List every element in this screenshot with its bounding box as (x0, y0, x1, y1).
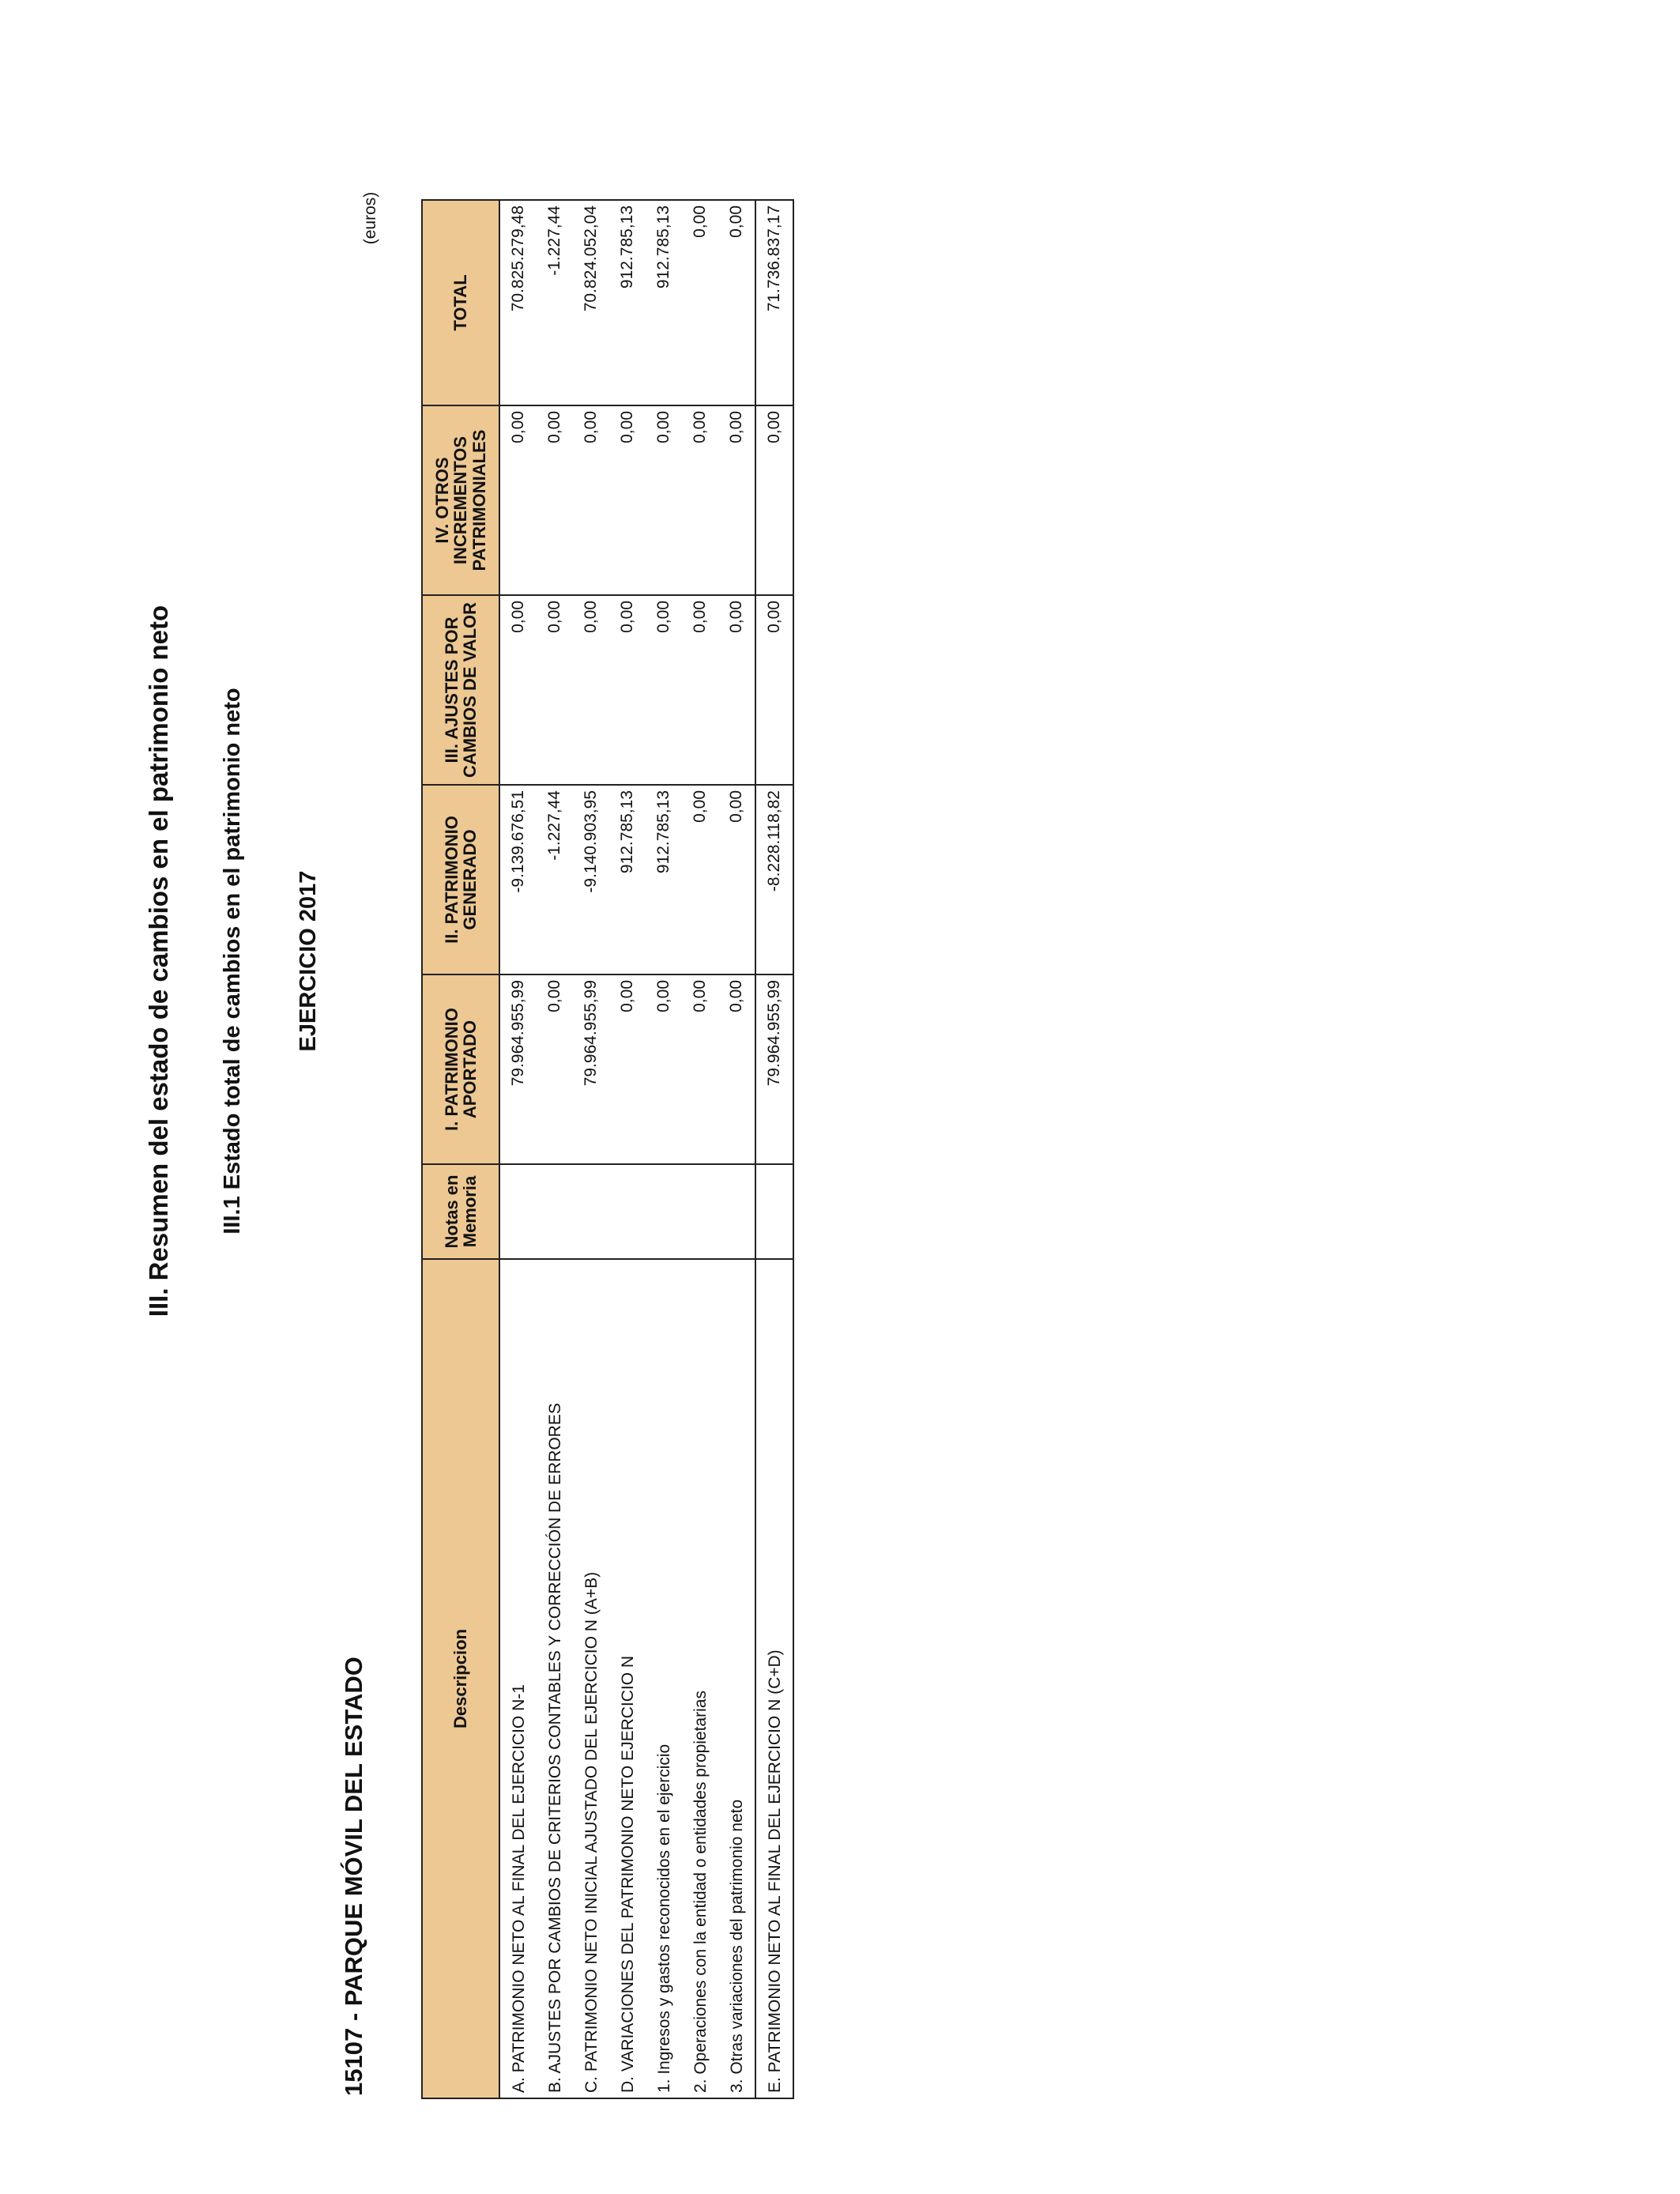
row-description: A. PATRIMONIO NETO AL FINAL DEL EJERCICIO N-1 (499, 1259, 537, 2098)
table-row (718, 200, 755, 2098)
row-otros: 0,00 (755, 405, 793, 595)
row-total: -1.227,44 (537, 200, 573, 405)
row-notes (537, 1164, 573, 1259)
row-notes (718, 1164, 755, 1259)
table-row-total (755, 200, 793, 2098)
row-ajustes: 0,00 (718, 595, 755, 785)
row-otros: 0,00 (718, 405, 755, 595)
row-otros: 0,00 (609, 405, 646, 595)
row-generado: -9.139.676,51 (499, 785, 537, 974)
row-ajustes: 0,00 (609, 595, 646, 785)
row-aportado: 0,00 (682, 974, 718, 1164)
exercise-year: EJERCICIO 2017 (296, 870, 321, 1052)
row-generado: 912.785,13 (646, 785, 682, 974)
row-otros: 0,00 (499, 405, 537, 595)
col-header-aportado: I. PATRIMONIO APORTADO (422, 974, 499, 1164)
row-otros: 0,00 (682, 405, 718, 595)
report-subtitle: III.1 Estado total de cambios en el patrimonio neto (220, 688, 245, 1235)
currency-units: (euros) (361, 191, 379, 245)
row-total: 0,00 (718, 200, 755, 405)
row-description: 2. Operaciones con la entidad o entidades propietarias (682, 1259, 718, 2098)
table-row (573, 200, 609, 2098)
row-total: 0,00 (682, 200, 718, 405)
col-header-descripcion: Descripcion (422, 1259, 499, 2098)
row-notes (573, 1164, 609, 1259)
table-header-row (422, 200, 499, 2098)
row-notes (609, 1164, 646, 1259)
row-aportado: 0,00 (718, 974, 755, 1164)
entity-name: 15107 - PARQUE MÓVIL DEL ESTADO (340, 1657, 367, 2096)
row-aportado: 79.964.955,99 (573, 974, 609, 1164)
row-otros: 0,00 (573, 405, 609, 595)
row-generado: 0,00 (682, 785, 718, 974)
row-generado: 912.785,13 (609, 785, 646, 974)
row-description: 1. Ingresos y gastos reconocidos en el ejercicio (646, 1259, 682, 2098)
row-otros: 0,00 (646, 405, 682, 595)
row-total: 912.785,13 (646, 200, 682, 405)
col-header-total: TOTAL (422, 200, 499, 405)
col-header-generado: II. PATRIMONIO GENERADO (422, 785, 499, 974)
row-total: 70.824.052,04 (573, 200, 609, 405)
col-header-ajustes: III. AJUSTES POR CAMBIOS DE VALOR (422, 595, 499, 785)
row-notes (755, 1164, 793, 1259)
row-total: 70.825.279,48 (499, 200, 537, 405)
row-aportado: 79.964.955,99 (755, 974, 793, 1164)
row-aportado: 0,00 (609, 974, 646, 1164)
table-row (499, 200, 537, 2098)
col-header-notas: Notas en Memoria (422, 1164, 499, 1259)
row-aportado: 79.964.955,99 (499, 974, 537, 1164)
row-description: D. VARIACIONES DEL PATRIMONIO NETO EJERCICIO N (609, 1259, 646, 2098)
row-ajustes: 0,00 (499, 595, 537, 785)
row-description: C. PATRIMONIO NETO INICIAL AJUSTADO DEL EJERCICIO N (A+B) (573, 1259, 609, 2098)
row-notes (499, 1164, 537, 1259)
row-aportado: 0,00 (537, 974, 573, 1164)
row-description: B. AJUSTES POR CAMBIOS DE CRITERIOS CONTABLES Y CORRECCIÓN DE ERRORES (537, 1259, 573, 2098)
table-row (646, 200, 682, 2098)
row-ajustes: 0,00 (682, 595, 718, 785)
row-ajustes: 0,00 (537, 595, 573, 785)
row-total: 71.736.837,17 (755, 200, 793, 405)
report-title: III. Resumen del estado de cambios en el patrimonio neto (144, 605, 173, 1318)
row-notes (682, 1164, 718, 1259)
row-generado: -8.228.118,82 (755, 785, 793, 974)
row-ajustes: 0,00 (573, 595, 609, 785)
row-description: E. PATRIMONIO NETO AL FINAL DEL EJERCICIO N (C+D) (755, 1259, 793, 2098)
row-description: 3. Otras variaciones del patrimonio neto (718, 1259, 755, 2098)
row-otros: 0,00 (537, 405, 573, 595)
table-row (682, 200, 718, 2098)
row-aportado: 0,00 (646, 974, 682, 1164)
table-row (609, 200, 646, 2098)
row-generado: -9.140.903,95 (573, 785, 609, 974)
table-row (537, 200, 573, 2098)
row-generado: -1.227,44 (537, 785, 573, 974)
row-generado: 0,00 (718, 785, 755, 974)
equity-changes-table (421, 199, 794, 2099)
row-total: 912.785,13 (609, 200, 646, 405)
row-ajustes: 0,00 (755, 595, 793, 785)
col-header-otros: IV. OTROS INCREMENTOS PATRIMONIALES (422, 405, 499, 595)
row-notes (646, 1164, 682, 1259)
row-ajustes: 0,00 (646, 595, 682, 785)
